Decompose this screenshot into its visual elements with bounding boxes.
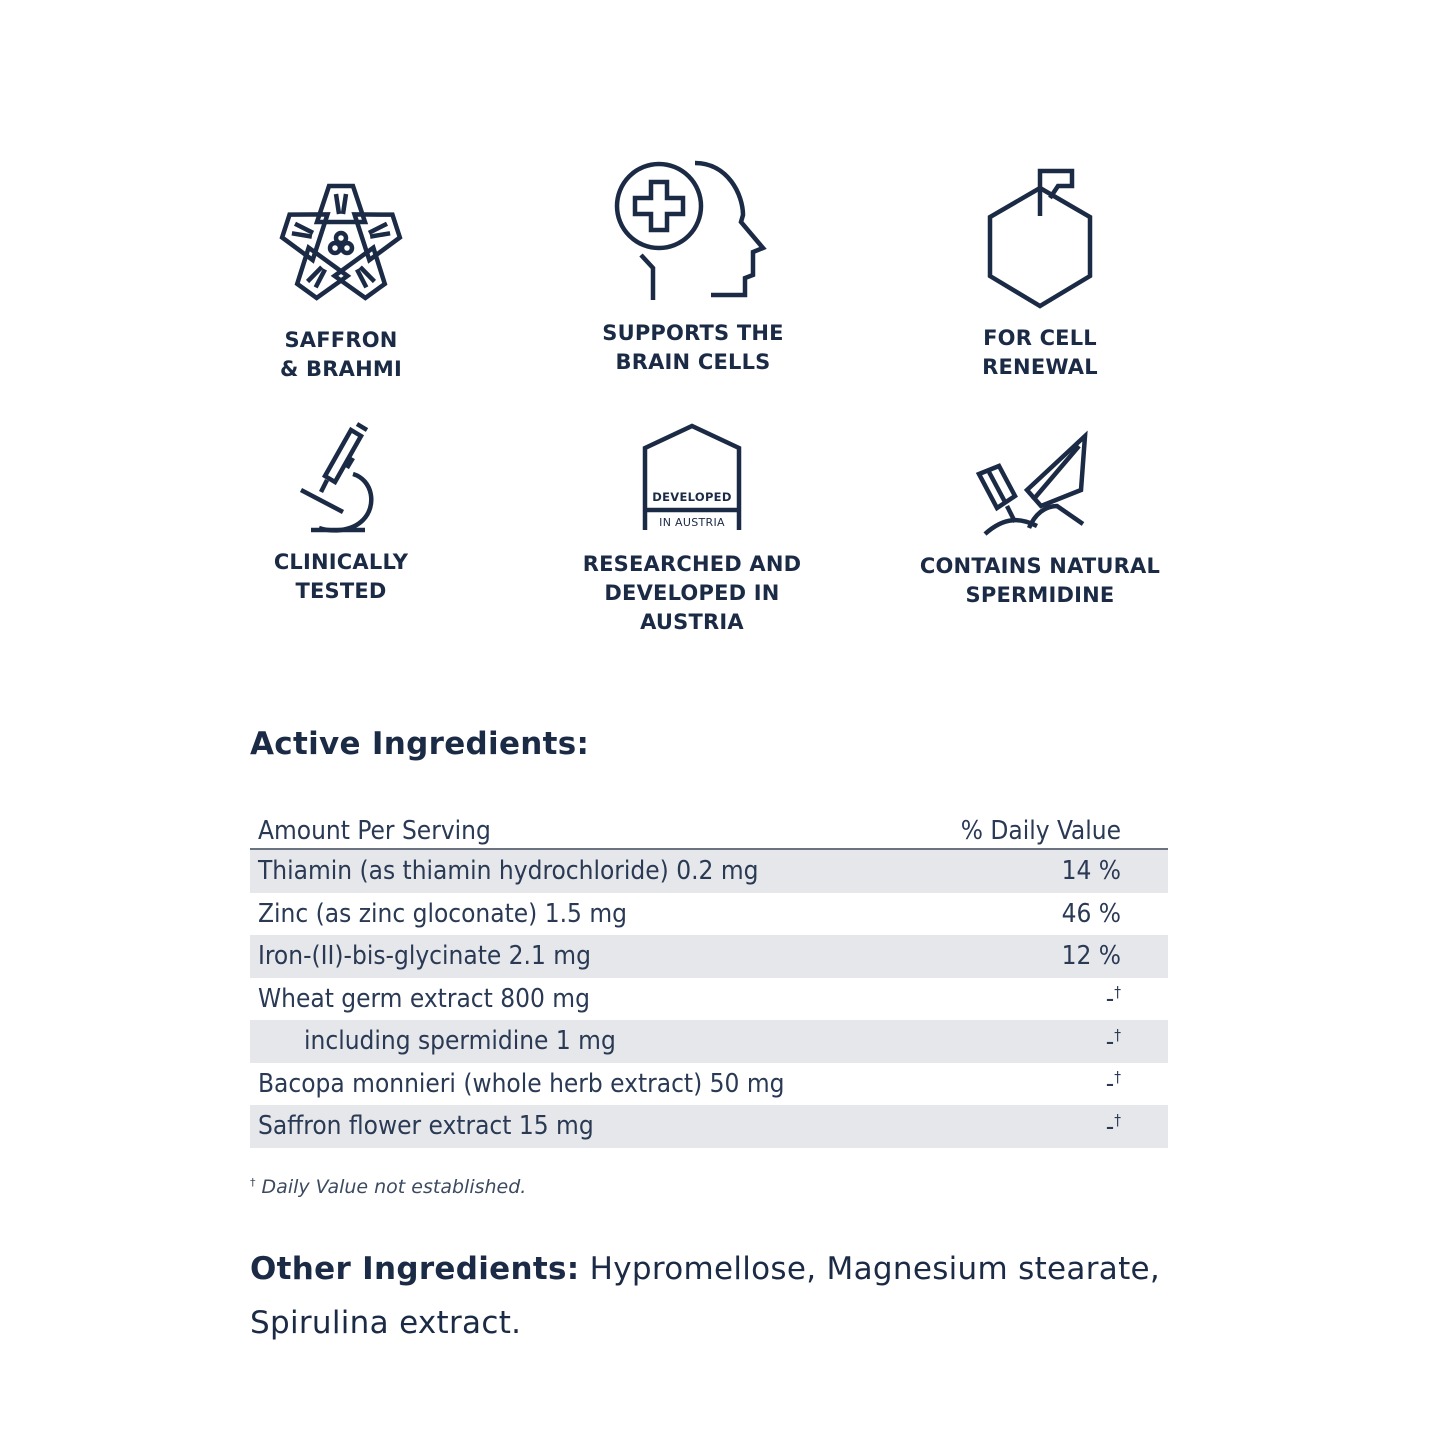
- feature-label: FOR CELL RENEWAL: [982, 326, 1098, 379]
- daily-value: -†: [1105, 983, 1121, 1015]
- table-row: [250, 850, 1168, 893]
- microscope-icon: [291, 422, 391, 534]
- developed-in-austria-icon: [642, 424, 742, 532]
- feature-saffron-brahmi: [191, 180, 491, 384]
- ingredient-name: Iron-(II)-bis-glycinate 2.1 mg: [258, 941, 591, 972]
- table-row: [250, 893, 1168, 936]
- feature-brain-cells: [543, 160, 843, 377]
- daily-value: 14 %: [1061, 856, 1121, 887]
- footnote-mark: †: [250, 1176, 256, 1189]
- daily-value: 12 %: [1061, 941, 1121, 972]
- feature-natural-spermidine: [890, 430, 1190, 610]
- feature-clinically-tested: [191, 422, 491, 606]
- flower-icon: [271, 180, 411, 308]
- table-row: [250, 935, 1168, 978]
- table-row: [250, 1020, 1168, 1063]
- daily-value: -†: [1105, 1110, 1121, 1142]
- ingredient-name: Wheat germ extract 800 mg: [258, 983, 590, 1014]
- dagger-mark: †: [1114, 1068, 1121, 1087]
- column-daily-value-header: % Daily Value: [960, 816, 1121, 846]
- ingredient-name: Thiamin (as thiamin hydrochloride) 0.2 mg: [258, 856, 759, 887]
- other-ingredients-text: Hypromellose, Magnesium stearate, Spirulina extract.: [250, 1251, 1161, 1341]
- hexagon-flag-icon: [980, 168, 1100, 310]
- table-header: [250, 808, 1168, 850]
- badge-line1: DEVELOPED: [652, 490, 732, 504]
- table-row: [250, 978, 1168, 1021]
- table-row: [250, 1105, 1168, 1148]
- dagger-mark: †: [1114, 1110, 1121, 1129]
- daily-value: -†: [1105, 1025, 1121, 1057]
- feature-developed-austria: [542, 424, 842, 637]
- supplement-facts-table: [250, 808, 1168, 1148]
- ingredient-name: Saffron flower extract 15 mg: [258, 1111, 594, 1142]
- daily-value: 46 %: [1061, 898, 1121, 929]
- feature-label: CONTAINS NATURAL SPERMIDINE: [919, 554, 1161, 607]
- column-amount-header: Amount Per Serving: [258, 816, 491, 846]
- leaves-icon: [975, 430, 1105, 538]
- active-ingredients-heading: Active Ingredients:: [250, 726, 590, 762]
- daily-value: -†: [1105, 1068, 1121, 1100]
- footnote: [250, 1176, 526, 1198]
- other-ingredients: [250, 1242, 1180, 1350]
- table-row: [250, 1063, 1168, 1106]
- footnote-text: Daily Value not established.: [261, 1176, 527, 1198]
- dagger-mark: †: [1114, 983, 1121, 1002]
- feature-label: CLINICALLY TESTED: [273, 550, 409, 603]
- dagger-mark: †: [1114, 1025, 1121, 1044]
- ingredient-name: Bacopa monnieri (whole herb extract) 50 mg: [258, 1068, 785, 1099]
- feature-label: RESEARCHED AND DEVELOPED IN AUSTRIA: [582, 552, 802, 634]
- ingredient-name: including spermidine 1 mg: [304, 1026, 616, 1057]
- badge-line2: IN AUSTRIA: [659, 516, 725, 529]
- feature-cell-renewal: [890, 168, 1190, 382]
- feature-label: SAFFRON & BRAHMI: [280, 328, 402, 381]
- feature-label: SUPPORTS THE BRAIN CELLS: [602, 321, 784, 374]
- ingredient-name: Zinc (as zinc gloconate) 1.5 mg: [258, 898, 627, 929]
- brain-health-icon: [613, 160, 773, 305]
- other-ingredients-label: Other Ingredients:: [250, 1251, 580, 1287]
